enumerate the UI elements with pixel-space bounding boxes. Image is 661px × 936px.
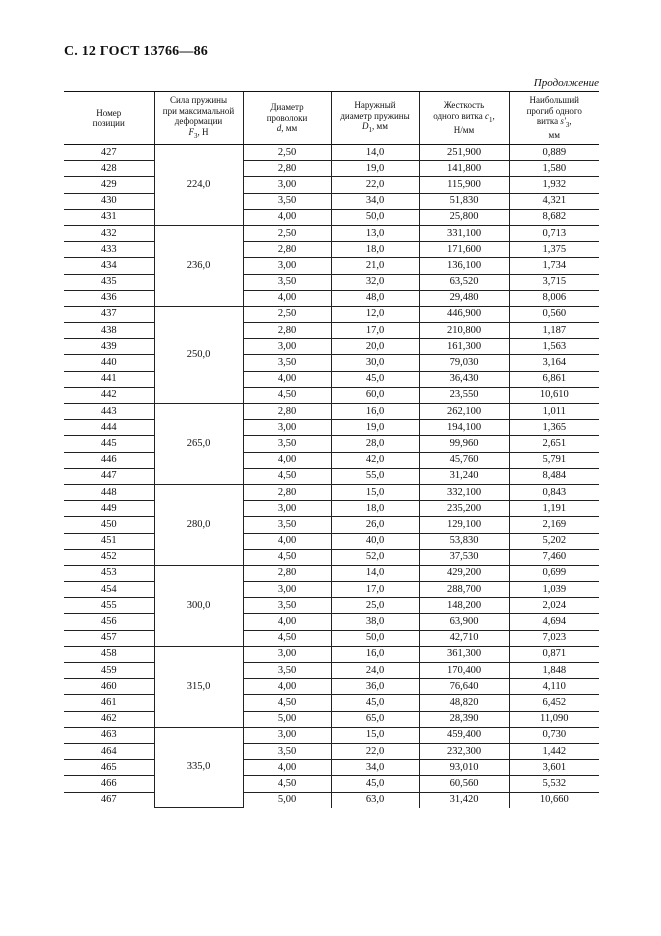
cell-outer-diameter: 20,0 — [331, 339, 419, 355]
cell-outer-diameter: 19,0 — [331, 161, 419, 177]
cell-force: 250,0 — [154, 306, 243, 403]
cell-outer-diameter: 26,0 — [331, 517, 419, 533]
cell-stiffness: 136,100 — [419, 258, 509, 274]
table-row — [64, 614, 599, 630]
cell-outer-diameter: 45,0 — [331, 695, 419, 711]
cell-position: 454 — [64, 582, 154, 598]
cell-position: 440 — [64, 355, 154, 371]
cell-deflection: 1,580 — [509, 161, 599, 177]
cell-outer-diameter: 24,0 — [331, 663, 419, 679]
cell-deflection: 0,889 — [509, 145, 599, 161]
cell-outer-diameter: 50,0 — [331, 209, 419, 225]
cell-wire-diameter: 3,00 — [243, 339, 331, 355]
table-row — [64, 582, 599, 598]
table-row — [64, 225, 599, 241]
cell-outer-diameter: 36,0 — [331, 679, 419, 695]
table-row — [64, 209, 599, 225]
table-row — [64, 274, 599, 290]
cell-deflection: 1,039 — [509, 582, 599, 598]
cell-deflection: 0,843 — [509, 484, 599, 500]
cell-deflection: 11,090 — [509, 711, 599, 727]
cell-position: 462 — [64, 711, 154, 727]
cell-deflection: 1,011 — [509, 404, 599, 420]
cell-outer-diameter: 18,0 — [331, 501, 419, 517]
cell-deflection: 1,191 — [509, 501, 599, 517]
cell-outer-diameter: 16,0 — [331, 404, 419, 420]
cell-outer-diameter: 38,0 — [331, 614, 419, 630]
cell-stiffness: 361,300 — [419, 646, 509, 662]
cell-wire-diameter: 5,00 — [243, 792, 331, 808]
col-header-outer-diameter: Наружный диаметр пружины $D_1$, мм — [331, 92, 419, 145]
cell-deflection: 7,023 — [509, 630, 599, 646]
cell-wire-diameter: 3,50 — [243, 598, 331, 614]
cell-outer-diameter: 17,0 — [331, 323, 419, 339]
cell-wire-diameter: 3,50 — [243, 517, 331, 533]
col-header-wire-diameter: Диаметр проволоки d, мм — [243, 92, 331, 145]
cell-deflection: 8,006 — [509, 290, 599, 306]
cell-outer-diameter: 19,0 — [331, 420, 419, 436]
cell-force: 265,0 — [154, 404, 243, 485]
cell-wire-diameter: 2,80 — [243, 404, 331, 420]
cell-outer-diameter: 48,0 — [331, 290, 419, 306]
cell-deflection: 7,460 — [509, 549, 599, 565]
table-row — [64, 776, 599, 792]
cell-force: 335,0 — [154, 727, 243, 807]
cell-stiffness: 63,520 — [419, 274, 509, 290]
cell-wire-diameter: 4,50 — [243, 468, 331, 484]
cell-outer-diameter: 13,0 — [331, 225, 419, 241]
cell-outer-diameter: 15,0 — [331, 727, 419, 743]
cell-wire-diameter: 3,00 — [243, 727, 331, 743]
table-row — [64, 404, 599, 420]
cell-outer-diameter: 50,0 — [331, 630, 419, 646]
cell-position: 448 — [64, 484, 154, 500]
cell-wire-diameter: 3,50 — [243, 743, 331, 759]
cell-position: 437 — [64, 306, 154, 322]
table-row — [64, 646, 599, 662]
cell-position: 445 — [64, 436, 154, 452]
cell-deflection: 0,560 — [509, 306, 599, 322]
cell-position: 435 — [64, 274, 154, 290]
table-row — [64, 371, 599, 387]
cell-position: 442 — [64, 387, 154, 403]
cell-force: 224,0 — [154, 145, 243, 226]
cell-outer-diameter: 42,0 — [331, 452, 419, 468]
cell-stiffness: 171,600 — [419, 242, 509, 258]
cell-stiffness: 76,640 — [419, 679, 509, 695]
page-header: С. 12 ГОСТ 13766—86 — [64, 44, 208, 59]
table-row — [64, 695, 599, 711]
cell-outer-diameter: 45,0 — [331, 371, 419, 387]
cell-outer-diameter: 52,0 — [331, 549, 419, 565]
table-row — [64, 760, 599, 776]
cell-position: 460 — [64, 679, 154, 695]
cell-position: 464 — [64, 743, 154, 759]
cell-position: 465 — [64, 760, 154, 776]
cell-force: 236,0 — [154, 225, 243, 306]
cell-wire-diameter: 3,50 — [243, 193, 331, 209]
spring-spec-table — [64, 91, 599, 808]
cell-wire-diameter: 2,80 — [243, 242, 331, 258]
cell-stiffness: 129,100 — [419, 517, 509, 533]
table-header-row — [64, 92, 599, 145]
cell-wire-diameter: 3,00 — [243, 646, 331, 662]
cell-position: 434 — [64, 258, 154, 274]
cell-deflection: 10,610 — [509, 387, 599, 403]
cell-force: 315,0 — [154, 646, 243, 727]
cell-wire-diameter: 2,50 — [243, 145, 331, 161]
cell-stiffness: 446,900 — [419, 306, 509, 322]
table-row — [64, 420, 599, 436]
cell-deflection: 1,848 — [509, 663, 599, 679]
table-row — [64, 517, 599, 533]
cell-position: 466 — [64, 776, 154, 792]
cell-outer-diameter: 14,0 — [331, 565, 419, 581]
cell-deflection: 1,365 — [509, 420, 599, 436]
cell-stiffness: 161,300 — [419, 339, 509, 355]
table-row — [64, 258, 599, 274]
table-row — [64, 387, 599, 403]
table-row — [64, 663, 599, 679]
cell-outer-diameter: 17,0 — [331, 582, 419, 598]
cell-position: 451 — [64, 533, 154, 549]
cell-deflection: 1,187 — [509, 323, 599, 339]
cell-position: 463 — [64, 727, 154, 743]
cell-deflection: 0,871 — [509, 646, 599, 662]
cell-wire-diameter: 3,00 — [243, 582, 331, 598]
cell-stiffness: 37,530 — [419, 549, 509, 565]
table-row — [64, 177, 599, 193]
cell-wire-diameter: 4,50 — [243, 387, 331, 403]
cell-outer-diameter: 25,0 — [331, 598, 419, 614]
cell-deflection: 5,202 — [509, 533, 599, 549]
cell-outer-diameter: 40,0 — [331, 533, 419, 549]
cell-outer-diameter: 34,0 — [331, 760, 419, 776]
cell-wire-diameter: 5,00 — [243, 711, 331, 727]
cell-stiffness: 332,100 — [419, 484, 509, 500]
cell-position: 457 — [64, 630, 154, 646]
cell-position: 453 — [64, 565, 154, 581]
cell-deflection: 1,734 — [509, 258, 599, 274]
col-header-force: Сила пружины при максимальной деформации $F_3$, Н — [154, 92, 243, 145]
cell-position: 432 — [64, 225, 154, 241]
cell-wire-diameter: 3,00 — [243, 501, 331, 517]
cell-wire-diameter: 3,00 — [243, 258, 331, 274]
cell-deflection: 1,442 — [509, 743, 599, 759]
table-row — [64, 743, 599, 759]
cell-wire-diameter: 4,00 — [243, 209, 331, 225]
cell-deflection: 5,532 — [509, 776, 599, 792]
col-header-stiffness: Жесткость одного витка $c_1$, Н/мм — [419, 92, 509, 145]
cell-deflection: 3,601 — [509, 760, 599, 776]
cell-stiffness: 51,830 — [419, 193, 509, 209]
cell-position: 436 — [64, 290, 154, 306]
cell-outer-diameter: 60,0 — [331, 387, 419, 403]
cell-wire-diameter: 2,80 — [243, 161, 331, 177]
table-row — [64, 452, 599, 468]
cell-outer-diameter: 21,0 — [331, 258, 419, 274]
cell-wire-diameter: 3,50 — [243, 274, 331, 290]
cell-position: 452 — [64, 549, 154, 565]
cell-wire-diameter: 4,50 — [243, 776, 331, 792]
cell-outer-diameter: 18,0 — [331, 242, 419, 258]
cell-outer-diameter: 30,0 — [331, 355, 419, 371]
table-row — [64, 549, 599, 565]
cell-stiffness: 459,400 — [419, 727, 509, 743]
table-row — [64, 727, 599, 743]
table-row — [64, 711, 599, 727]
cell-wire-diameter: 2,50 — [243, 306, 331, 322]
table-row — [64, 630, 599, 646]
cell-wire-diameter: 4,00 — [243, 290, 331, 306]
cell-position: 467 — [100, 794, 117, 806]
cell-position: 441 — [64, 371, 154, 387]
table-row — [64, 242, 599, 258]
cell-deflection: 0,699 — [509, 565, 599, 581]
cell-stiffness: 141,800 — [419, 161, 509, 177]
cell-stiffness: 28,390 — [419, 711, 509, 727]
cell-deflection: 8,484 — [509, 468, 599, 484]
cell-outer-diameter: 65,0 — [331, 711, 419, 727]
cell-wire-diameter: 4,50 — [243, 549, 331, 565]
cell-stiffness: 31,240 — [419, 468, 509, 484]
cell-position: 444 — [64, 420, 154, 436]
cell-stiffness: 79,030 — [419, 355, 509, 371]
cell-position: 443 — [64, 404, 154, 420]
cell-wire-diameter: 3,00 — [243, 420, 331, 436]
cell-position: 450 — [64, 517, 154, 533]
cell-stiffness: 23,550 — [419, 387, 509, 403]
cell-wire-diameter: 3,50 — [243, 663, 331, 679]
cell-wire-diameter: 3,50 — [243, 436, 331, 452]
cell-stiffness: 232,300 — [419, 743, 509, 759]
table-row — [64, 598, 599, 614]
cell-position: 461 — [64, 695, 154, 711]
cell-outer-diameter: 45,0 — [331, 776, 419, 792]
cell-deflection: 3,164 — [509, 355, 599, 371]
cell-outer-diameter: 15,0 — [331, 484, 419, 500]
cell-stiffness: 60,560 — [419, 776, 509, 792]
col-header-deflection: Наибольший прогиб одного витка $s'_3$, мм — [509, 92, 599, 145]
cell-stiffness: 148,200 — [419, 598, 509, 614]
cell-outer-diameter: 22,0 — [331, 743, 419, 759]
cell-deflection: 4,321 — [509, 193, 599, 209]
cell-wire-diameter: 3,50 — [243, 355, 331, 371]
cell-position: 429 — [64, 177, 154, 193]
table-row — [64, 193, 599, 209]
cell-deflection: 4,694 — [509, 614, 599, 630]
cell-outer-diameter: 22,0 — [331, 177, 419, 193]
cell-wire-diameter: 2,80 — [243, 565, 331, 581]
cell-stiffness: 45,760 — [419, 452, 509, 468]
cell-wire-diameter: 4,00 — [243, 679, 331, 695]
col-header-position: Номер позиции — [64, 92, 154, 145]
cell-position: 433 — [64, 242, 154, 258]
table-row — [64, 161, 599, 177]
cell-deflection: 2,024 — [509, 598, 599, 614]
table-row — [64, 679, 599, 695]
cell-stiffness: 31,420 — [419, 792, 509, 808]
cell-deflection: 2,169 — [509, 517, 599, 533]
cell-position: 430 — [64, 193, 154, 209]
cell-deflection: 5,791 — [509, 452, 599, 468]
cell-position: 456 — [64, 614, 154, 630]
cell-position: 446 — [64, 452, 154, 468]
cell-deflection: 10,660 — [509, 792, 599, 808]
cell-position: 449 — [64, 501, 154, 517]
cell-stiffness: 262,100 — [419, 404, 509, 420]
cell-deflection: 0,713 — [509, 225, 599, 241]
cell-outer-diameter: 14,0 — [331, 145, 419, 161]
cell-stiffness: 194,100 — [419, 420, 509, 436]
cell-position: 427 — [64, 145, 154, 161]
cell-stiffness: 251,900 — [419, 145, 509, 161]
table-row — [64, 355, 599, 371]
table-row — [64, 339, 599, 355]
cell-wire-diameter: 2,80 — [243, 484, 331, 500]
cell-deflection: 1,932 — [509, 177, 599, 193]
cell-wire-diameter: 4,50 — [243, 630, 331, 646]
cell-stiffness: 53,830 — [419, 533, 509, 549]
cell-wire-diameter: 4,00 — [243, 371, 331, 387]
table-row — [64, 484, 599, 500]
table-row — [64, 533, 599, 549]
cell-wire-diameter: 4,00 — [243, 452, 331, 468]
cell-position: 458 — [64, 646, 154, 662]
cell-stiffness: 29,480 — [419, 290, 509, 306]
cell-stiffness: 99,960 — [419, 436, 509, 452]
cell-outer-diameter: 12,0 — [331, 306, 419, 322]
table-row — [64, 501, 599, 517]
table-row — [64, 565, 599, 581]
cell-stiffness: 42,710 — [419, 630, 509, 646]
cell-position: 459 — [64, 663, 154, 679]
cell-position: 438 — [64, 323, 154, 339]
cell-outer-diameter: 63,0 — [331, 792, 419, 808]
table-row — [64, 792, 599, 808]
cell-stiffness: 429,200 — [419, 565, 509, 581]
cell-stiffness: 235,200 — [419, 501, 509, 517]
cell-position: 447 — [64, 468, 154, 484]
cell-outer-diameter: 16,0 — [331, 646, 419, 662]
continuation-label: Продолжение — [533, 77, 599, 89]
cell-wire-diameter: 4,00 — [243, 614, 331, 630]
table-row — [64, 306, 599, 322]
cell-stiffness: 48,820 — [419, 695, 509, 711]
cell-position: 431 — [64, 209, 154, 225]
cell-stiffness: 93,010 — [419, 760, 509, 776]
table-row — [64, 290, 599, 306]
cell-deflection: 8,682 — [509, 209, 599, 225]
cell-stiffness: 331,100 — [419, 225, 509, 241]
cell-stiffness: 210,800 — [419, 323, 509, 339]
table-row — [64, 436, 599, 452]
cell-outer-diameter: 55,0 — [331, 468, 419, 484]
table-row — [64, 145, 599, 161]
cell-stiffness: 170,400 — [419, 663, 509, 679]
cell-stiffness: 288,700 — [419, 582, 509, 598]
cell-force: 280,0 — [154, 484, 243, 565]
cell-wire-diameter: 3,00 — [243, 177, 331, 193]
cell-wire-diameter: 2,80 — [243, 323, 331, 339]
cell-deflection: 3,715 — [509, 274, 599, 290]
cell-deflection: 0,730 — [509, 727, 599, 743]
cell-position: 455 — [64, 598, 154, 614]
table-body — [64, 145, 599, 808]
cell-stiffness: 36,430 — [419, 371, 509, 387]
cell-wire-diameter: 2,50 — [243, 225, 331, 241]
cell-wire-diameter: 4,50 — [243, 695, 331, 711]
cell-stiffness: 63,900 — [419, 614, 509, 630]
cell-stiffness: 25,800 — [419, 209, 509, 225]
cell-deflection: 2,651 — [509, 436, 599, 452]
cell-deflection: 4,110 — [509, 679, 599, 695]
cell-position: 439 — [64, 339, 154, 355]
cell-wire-diameter: 4,00 — [243, 760, 331, 776]
cell-outer-diameter: 34,0 — [331, 193, 419, 209]
cell-deflection: 1,563 — [509, 339, 599, 355]
table-row — [64, 468, 599, 484]
cell-force: 300,0 — [154, 565, 243, 646]
cell-stiffness: 115,900 — [419, 177, 509, 193]
table-row — [64, 323, 599, 339]
cell-position: 428 — [64, 161, 154, 177]
cell-outer-diameter: 32,0 — [331, 274, 419, 290]
cell-outer-diameter: 28,0 — [331, 436, 419, 452]
cell-deflection: 6,861 — [509, 371, 599, 387]
cell-deflection: 1,375 — [509, 242, 599, 258]
cell-wire-diameter: 4,00 — [243, 533, 331, 549]
cell-deflection: 6,452 — [509, 695, 599, 711]
